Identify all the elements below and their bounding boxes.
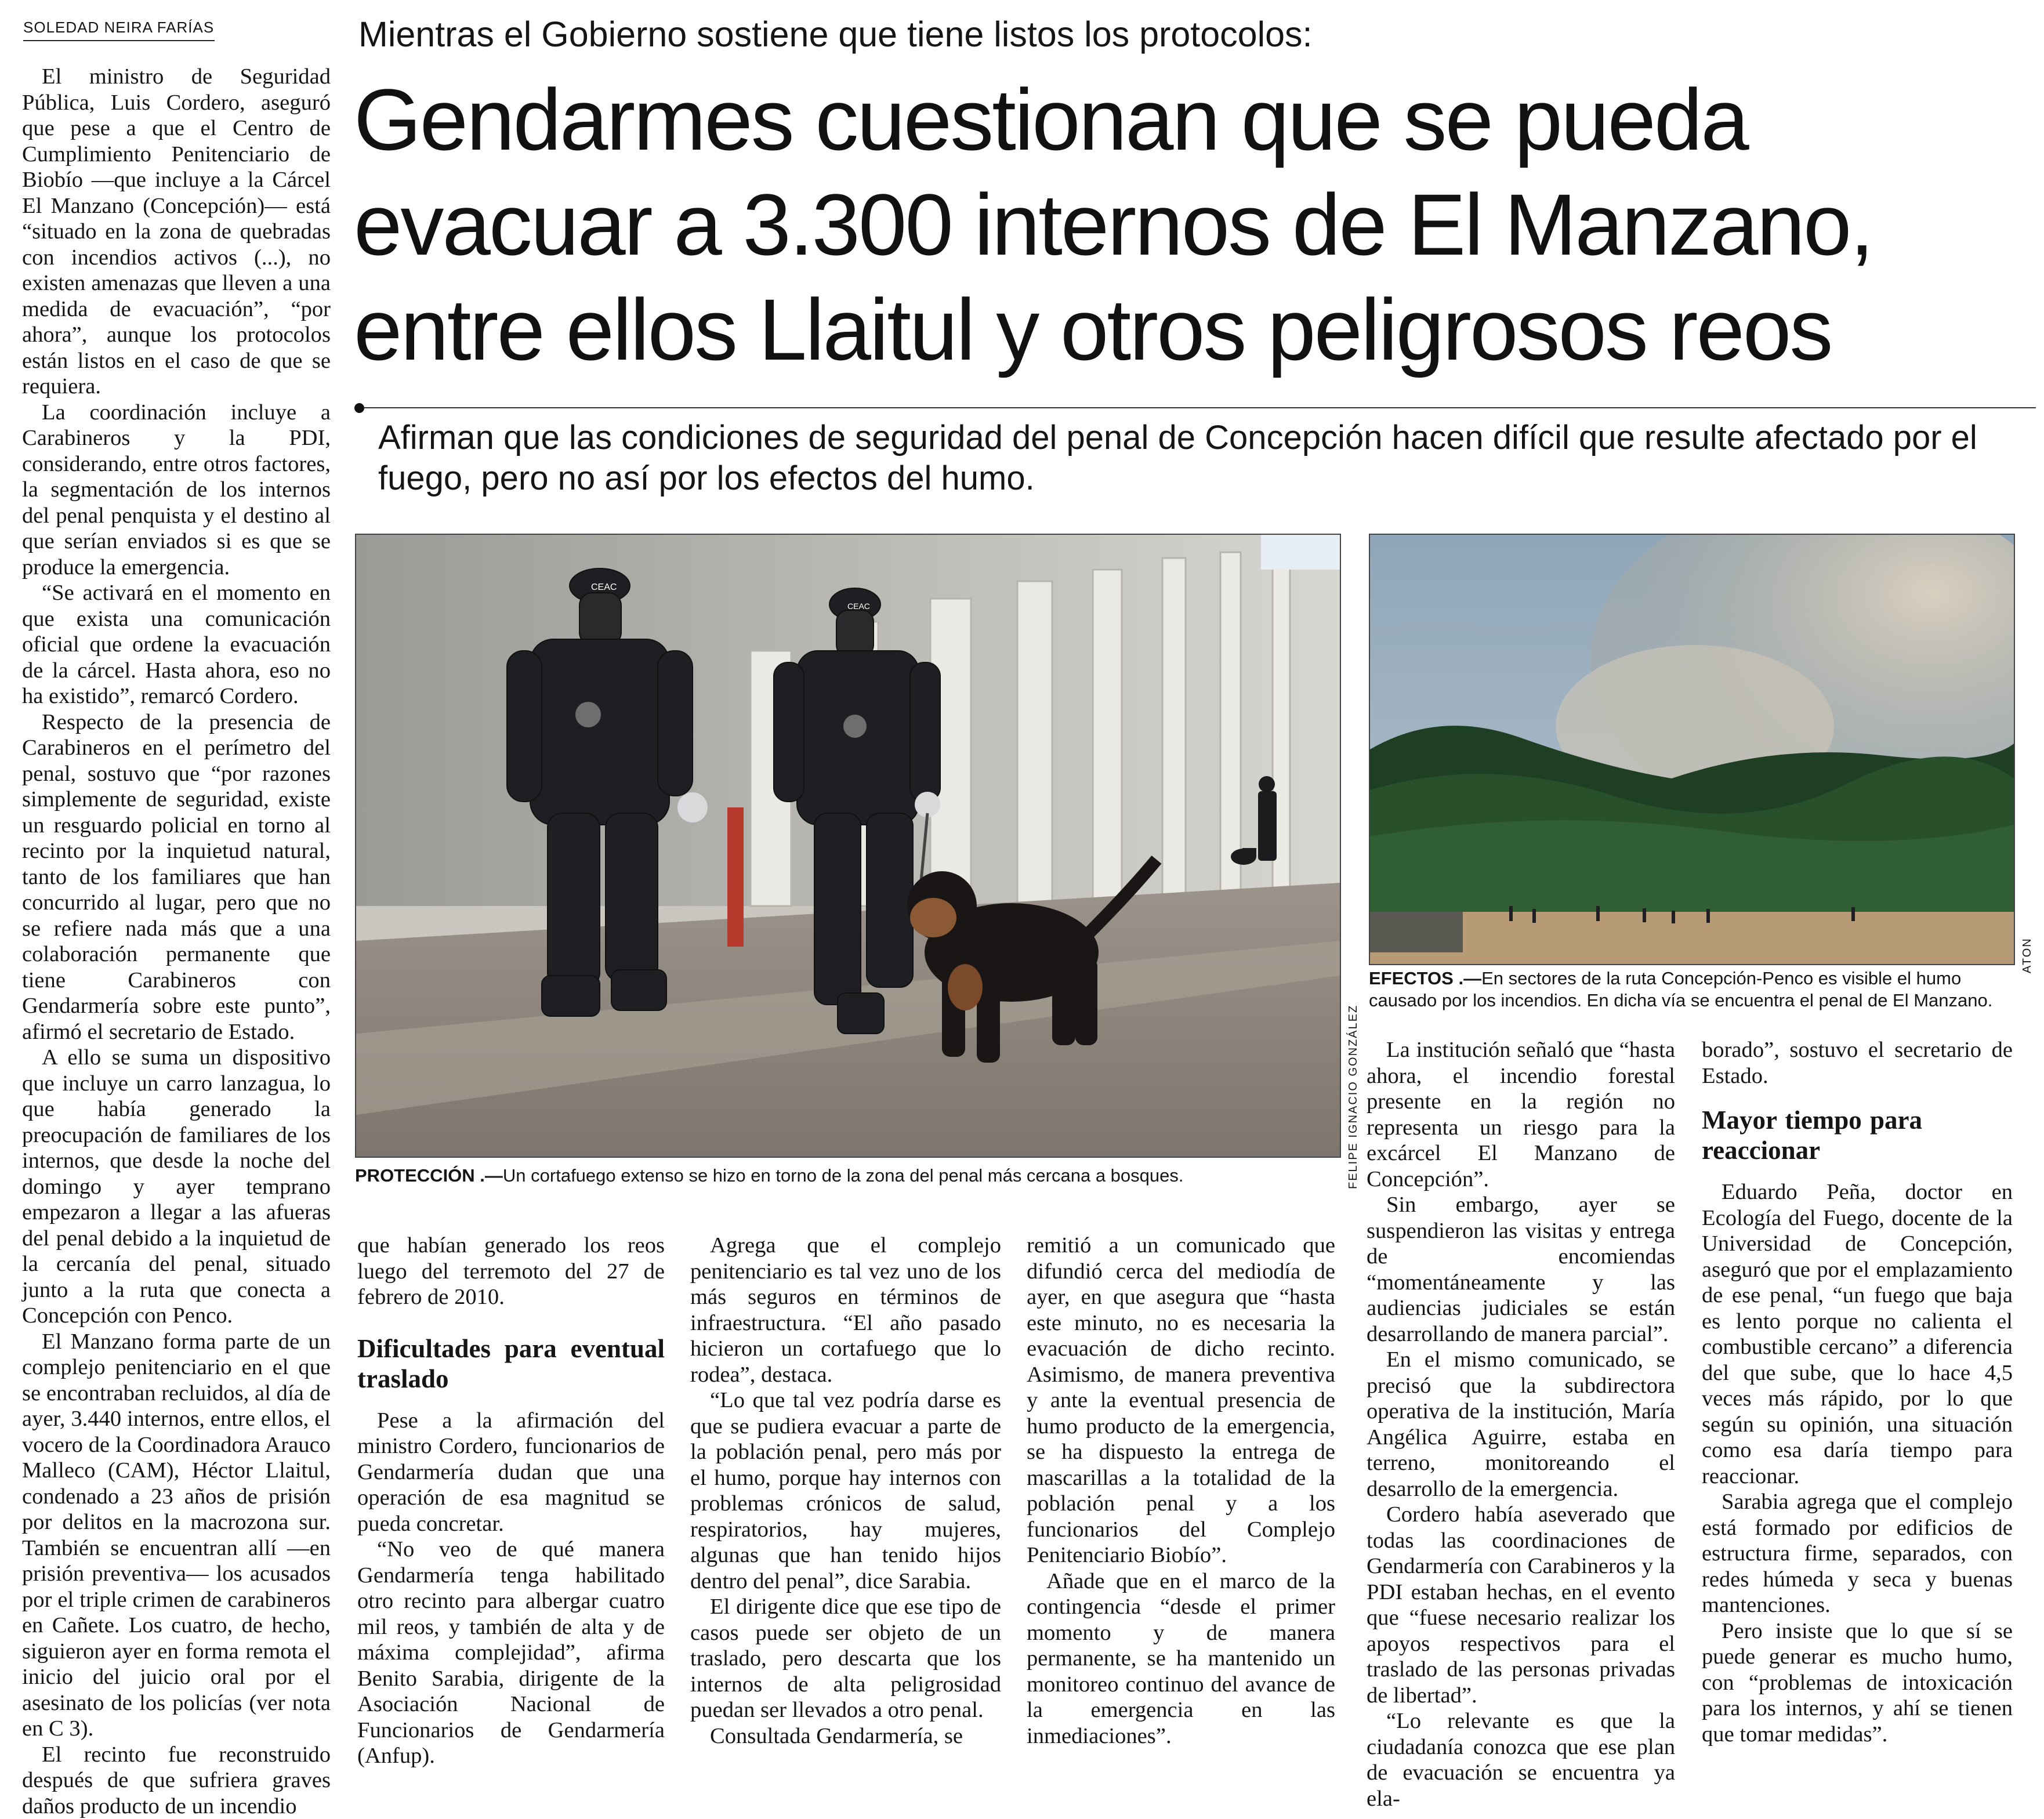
paragraph: Sarabia agrega que el complejo está formado por edificios de estructura firme, separados, con redes húmeda y seca y buenas mantenciones. — [1702, 1489, 2013, 1618]
photo-caption — [1369, 968, 2014, 1012]
paragraph: El ministro de Seguridad Pública, Luis Cordero, aseguró que pese a que el Centro de Cumplimiento Penitenciario de Biobío —que incluye a la Cárcel El Manzano (Concepción)— está “situado en la zona de quebradas con incendios activos (...), no existen amenazas que lleven a una medida de evacuación”, “por ahora”, aunque los protocolos están listos en el caso de que se requiera. — [22, 64, 331, 400]
byline: SOLEDAD NEIRA FARÍAS — [23, 19, 215, 41]
kicker: Mientras el Gobierno sostiene que tiene listos los protocolos: — [358, 13, 2041, 56]
paragraph: Respecto de la presencia de Carabineros en el perímetro del penal, sostuvo que “por razones simplemente de seguridad, existe un resguardo policial en torno al recinto por la inquietud natural, tanto de los familiares que han concurrido al lugar, pero que no se refiere nada más que a una colaboración permanente que tiene Carabineros con Gendarmería sobre este punto”, afirmó el secretario de Estado. — [22, 709, 331, 1045]
paragraph: Cordero había aseverado que todas las coordinaciones de Gendarmería con Carabineros y la PDI estaban hechas, en el evento que “fuese necesario realizar los apoyos respectivos para el traslado de las personas privadas de libertad”. — [1367, 1502, 1675, 1708]
fire-photo-illustration — [1370, 535, 2014, 964]
paragraph: Sin embargo, ayer se suspendieron las visitas y entrega de encomiendas “momentáneamente y las audiencias judiciales se están desarrollando de manera parcial”. — [1367, 1192, 1675, 1347]
divider-line — [364, 407, 2036, 408]
photo-forest-fire — [1369, 534, 2015, 965]
article-column-6 — [1702, 1037, 2013, 1747]
article-column-1 — [22, 64, 331, 1819]
headline-line-1: Gendarmes cuestionan que se pueda — [354, 67, 2036, 172]
paragraph: La institución señaló que “hasta ahora, el incendio forestal presente en la región no representa un riesgo para la excárcel El Manzano de Concepción”. — [1367, 1037, 1675, 1192]
photo-guards-with-dog — [355, 534, 1341, 1158]
paragraph: El dirigente dice que ese tipo de casos puede ser objeto de un traslado, pero descarta que los internos de alta peligrosidad puedan ser llevados a otro penal. — [690, 1594, 1001, 1723]
paragraph: Agrega que el complejo penitenciario es tal vez uno de los más seguros en términos de infraestructura. “El año pasado hicieron un cortafuego que lo rodea”, destaca. — [690, 1233, 1001, 1387]
paragraph: En el mismo comunicado, se precisó que la subdirectora operativa de la institución, María Angélica Aguirre, estaba en terreno, monitoreando el desarrollo de la emergencia. — [1367, 1347, 1675, 1502]
guards-photo-illustration — [356, 535, 1340, 1157]
paragraph: A ello se suma un dispositivo que incluye un carro lanzagua, lo que había generado la preocupación de familiares de los internos, que desde la noche del domingo y ayer temprano empezaron a llegar a las afueras del penal debido a la inquietud de la cercanía del penal, situado junto a la ruta que conecta a Concepción con Penco. — [22, 1045, 331, 1329]
caption-label: PROTECCIÓN .— — [355, 1165, 503, 1186]
paragraph: Añade que en el marco de la contingencia “desde el primer momento y de manera permanente, se ha mantenido un monitoreo continuo del avance de la emergencia en las inmediaciones”. — [1027, 1568, 1335, 1749]
article-column-2 — [357, 1233, 665, 1769]
paragraph: “No veo de qué manera Gendarmería tenga habilitado otro recinto para albergar cuatro mil reos, y también de alta y de máxima complejidad”, afirma Benito Sarabia, dirigente de la Asociación Nacional de Funcionarios de Gendarmería (Anfup). — [357, 1537, 665, 1769]
caption-text: Un cortafuego extenso se hizo en torno de la zona del penal más cercana a bosques. — [503, 1165, 1184, 1186]
headline — [354, 67, 2036, 382]
article-column-3 — [690, 1233, 1001, 1749]
caption-label: EFECTOS .— — [1369, 968, 1481, 988]
paragraph: borado”, sostuvo el secretario de Estado. — [1702, 1037, 2013, 1089]
deck: Afirman que las condiciones de seguridad del penal de Concepción hacen difícil que resulte afectado por el fuego, pero no así por los efectos del humo. — [378, 418, 2037, 499]
paragraph: Eduardo Peña, doctor en Ecología del Fuego, docente de la Universidad de Concepción, aseguró que por el emplazamiento de ese penal, “un fuego que baja es lento porque no calienta el combustible cercano” a diferencia del que sube, que lo hace 4,5 veces más rápido, por lo que según su opinión, una situación como esa daría tiempo para reaccionar. — [1702, 1179, 2013, 1489]
photo-credit: FELIPE IGNACIO GONZÁLEZ — [1347, 1005, 1360, 1189]
bullet-dot — [354, 403, 364, 413]
subhead: Mayor tiempo para reaccionar — [1702, 1105, 1922, 1165]
paragraph: Consultada Gendarmería, se — [690, 1723, 1001, 1749]
paragraph: remitió a un comunicado que difundió cerca del mediodía de ayer, en que asegura que “hasta este minuto, no es necesaria la evacuación de dicho recinto. Asimismo, de manera preventiva y ante la eventual presencia de humo producto de la emergencia, se ha dispuesto la entrega de mascarillas a la totalidad de la población penal y a los funcionarios del Complejo Penitenciario Biobío”. — [1027, 1233, 1335, 1568]
paragraph: que habían generado los reos luego del terremoto del 27 de febrero de 2010. — [357, 1233, 665, 1310]
paragraph: La coordinación incluye a Carabineros y la PDI, considerando, entre otros factores, la segmentación de los internos del penal penquista y el destino al que serían enviados si es que se produce la emergencia. — [22, 400, 331, 581]
subhead: Dificultades para eventual traslado — [357, 1334, 665, 1394]
paragraph: Pero insiste que lo que sí se puede generar es mucho humo, con “problemas de intoxicación para los internos, y ahí se tienen que tomar medidas”. — [1702, 1618, 2013, 1748]
paragraph: El recinto fue reconstruido después de que sufriera graves daños producto de un incendio — [22, 1742, 331, 1819]
article-column-4 — [1027, 1233, 1335, 1749]
paragraph: “Lo relevante es que la ciudadanía conozca que ese plan de evacuación se encuentra ya ela- — [1367, 1708, 1675, 1811]
cap-badge-text: CEAC — [847, 601, 870, 611]
paragraph: El Manzano forma parte de un complejo penitenciario en el que se encontraban recluidos, al día de ayer, 3.440 internos, entre ellos, el vocero de la Coordinadora Arauco Malleco (CAM), Héctor Llaitul, condenado a 23 años de prisión por delitos en la macrozona sur. También se encuentran allí —en prisión preventiva— los acusados por el triple crimen de carabineros en Cañete. Los cuatro, de hecho, siguieron ayer en forma remota el inicio del juicio oral por el asesinato de los policías (ver nota en C 3). — [22, 1329, 331, 1742]
paragraph: “Lo que tal vez podría darse es que se pudiera evacuar a parte de la población penal, pero más por el humo, porque hay internos con problemas crónicos de salud, respiratorios, hay mujeres, algunas que han tenido hijos dentro del penal”, dice Sarabia. — [690, 1387, 1001, 1594]
headline-line-2: evacuar a 3.300 internos de El Manzano, — [354, 172, 2036, 277]
headline-line-3: entre ellos Llaitul y otros peligrosos reos — [354, 277, 2036, 382]
paragraph: Pese a la afirmación del ministro Cordero, funcionarios de Gendarmería dudan que una operación de esa magnitud se pueda concretar. — [357, 1408, 665, 1537]
photo-credit: ATON — [2021, 937, 2034, 973]
article-column-5 — [1367, 1037, 1675, 1811]
cap-badge-text: CEAC — [591, 582, 617, 592]
caption-text: En sectores de la ruta Concepción-Penco es visible el humo causado por los incendios. En dicha vía se encuentra el penal de El Manzano. — [1369, 968, 1992, 1010]
paragraph: “Se activará en el momento en que exista una comunicación oficial que ordene la evacuación de la cárcel. Hasta ahora, eso no ha existido”, remarcó Cordero. — [22, 580, 331, 709]
photo-caption — [355, 1165, 1341, 1187]
